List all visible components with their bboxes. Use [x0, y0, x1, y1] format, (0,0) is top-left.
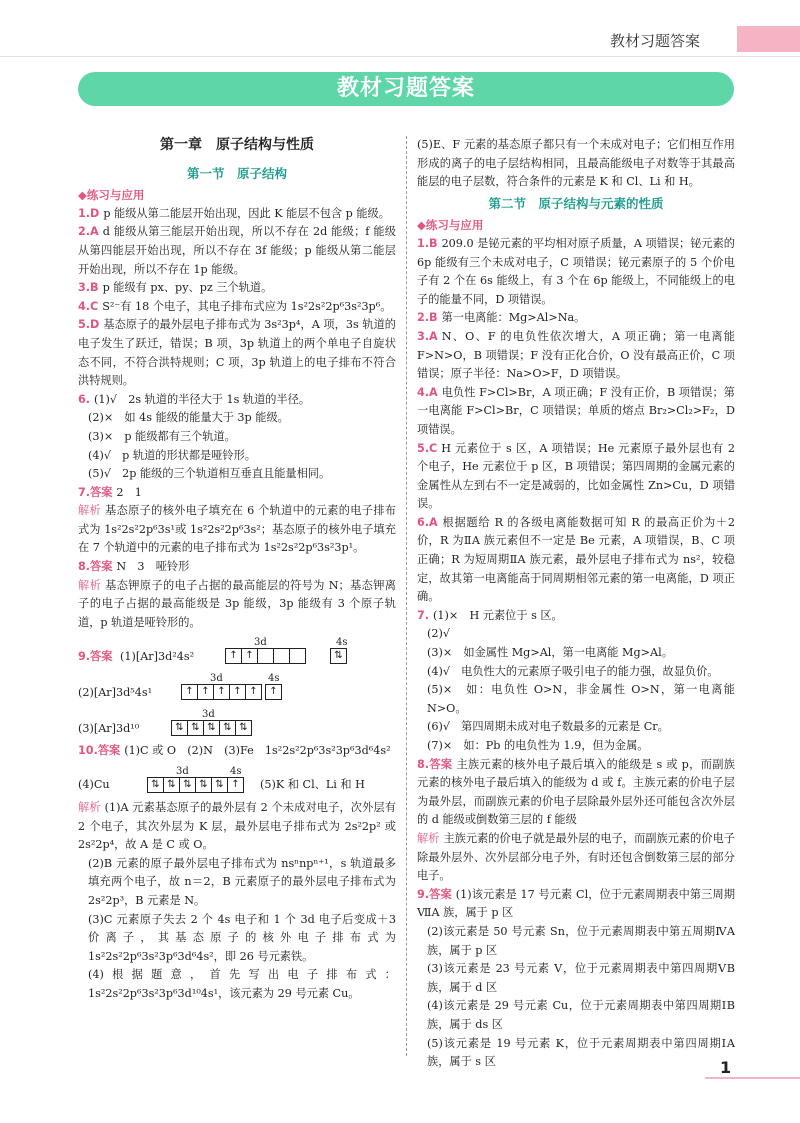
answer-item	[78, 799, 396, 855]
orbital-box: ↑	[227, 777, 244, 793]
answer-text: (2)该元素是 50 号元素 Sn，位于元素周期表中第五周期ⅣA 族，属于 p 区	[427, 924, 735, 957]
answer-item	[78, 428, 396, 447]
answer-item	[417, 830, 735, 886]
answer-text: H 元素位于 s 区，A 项错误；He 元素原子最外层也有 2 个电子，He 元素位于 p 区，B 项错误；第四周期的金属元素的金属性从左到右不一定是减弱的，比如金属性 Zn>Cu，D 项错误。	[417, 441, 735, 511]
chapter-title: 第一章 原子结构与性质	[160, 137, 314, 153]
answer-key: 3.B	[78, 281, 99, 295]
orbital-box	[273, 648, 290, 664]
answer-item	[417, 625, 735, 644]
answer-item	[417, 607, 735, 626]
answer-text: 基态钾原子的电子占据的最高能层的符号为 N；基态钾离子的电子占据的最高能级是 3p 能级，3p 能级有 3 个原子轨道，p 轨道是哑铃形的。	[78, 578, 396, 629]
answer-key: 6.	[78, 392, 91, 406]
answer-item	[417, 309, 735, 328]
answer-list-left-2	[78, 799, 396, 1004]
answer-text: 主族元素的价电子就是最外层的电子，而副族元素的价电子除最外层外、次外层部分电子外，有时还包含倒数第三层的部分电子。	[417, 831, 735, 883]
orbital-box: ↑	[265, 684, 282, 700]
answer-text: d 能级从第三能层开始出现，所以不存在 2d 能级；f 能级从第四能层开始出现，所以不存在 3f 能级；p 能级从第二能层开始出现，所以不存在 1p 能级。	[78, 225, 396, 276]
answer-item	[78, 447, 396, 466]
answer-key: 10.答案	[78, 744, 121, 758]
answer-item	[417, 718, 735, 737]
orbital-box: ↑	[197, 684, 214, 700]
answer-item	[78, 205, 396, 224]
page-banner: 教材习题答案	[78, 72, 734, 106]
answer-item	[78, 855, 396, 911]
answer-text: 第一电离能：Mg>Al>Na。	[441, 311, 586, 325]
orbital-box: ⇅	[195, 777, 212, 793]
right-column	[417, 136, 735, 1072]
answer-text: p 能级有 px、py、pz 三个轨道。	[102, 281, 273, 295]
orbital-label-3d: 3d	[210, 673, 223, 685]
answer-item	[78, 966, 396, 1003]
answer-item	[417, 440, 735, 514]
answer-key: 4.A	[417, 385, 438, 399]
answer-text: 2 1	[116, 485, 142, 499]
orbital-box: ⇅	[219, 720, 236, 736]
answer-item-continued: (5)E、F 元素的基态原子都只有一个未成对电子；它们相互作用形成的离子的电子层结构相同，且最高能级电子对数等于其最高能层的电子层数，符合条件的元素是 K 和 Cl、Li 和 H。	[417, 138, 735, 189]
answer-key: 3.A	[417, 329, 438, 343]
orbital-box: ⇅	[330, 648, 347, 664]
analysis-label: 解析	[78, 578, 102, 592]
page-number: 1	[720, 1058, 732, 1077]
practice-label: ◆练习与应用	[78, 188, 145, 203]
answer-key: 8.答案	[417, 757, 453, 771]
answer-text: (6)√ 第四周期未成对电子数最多的元素是 Cr。	[427, 720, 669, 734]
orbital-box: ↑	[245, 684, 262, 700]
answer-text: S²⁻有 18 个电子，其电子排布式应为 1s²2s²2p⁶3s²3p⁶。	[102, 299, 392, 313]
answer-item	[417, 756, 735, 830]
answer-text: (3)该元素是 23 号元素 V，位于元素周期表中第四周期ⅤB 族，属于 d 区	[427, 962, 735, 994]
orbital-box: ⇅	[163, 777, 180, 793]
answer-text: 电负性 F>Cl>Br，A 项正确；F 没有正价，B 项错误；第一电离能 F>Cl>Br，C 项错误；单质的熔点 Br₂>Cl₂>F₂，D 项错误。	[417, 385, 735, 436]
answer-item	[417, 923, 735, 960]
answer-item	[78, 558, 396, 577]
answer-text: N、O、F 的电负性依次增大，A 项正确；第一电离能 F>N>O，B 项错误；F 没有正化合价，O 没有最高正价，C 项错误；原子半径：Na>O>F，D 项错误。	[417, 329, 735, 381]
orbital-diagram-9-2	[78, 670, 396, 704]
orbital-box: ↑	[181, 684, 198, 700]
config-text: (5)K 和 Cl、Li 和 H	[260, 778, 365, 792]
answer-text: (4)√ p 轨道的形状都是哑铃形。	[88, 448, 256, 462]
answer-text: (3)× p 能级都有三个轨道。	[88, 429, 236, 443]
orbital-box: ⇅	[203, 720, 220, 736]
orbital-box: ⇅	[147, 777, 164, 793]
answer-item-10	[78, 742, 396, 761]
orbital-box: ⇅	[211, 777, 228, 793]
answer-key: 8.答案	[78, 560, 113, 574]
answer-item	[78, 316, 396, 390]
answer-key: 7.	[417, 608, 430, 622]
answer-item	[417, 384, 735, 440]
answer-key: 5.D	[78, 318, 100, 332]
answer-item	[417, 514, 735, 607]
section-title-1: 第一节 原子结构	[186, 165, 287, 181]
answer-text: 基态原子的核外电子填充在 6 个轨道中的元素的电子排布式为 1s²2s²2p⁶3s¹或 1s²2s²2p⁶3s²；基态原子的核外电子填充在 7 个轨道中的元素的电子排布式为 1s²2s²2p⁶3s²3p¹。	[78, 504, 396, 555]
answer-list-right	[417, 235, 735, 1072]
config-text: (3)[Ar]3d¹⁰	[78, 721, 140, 735]
answer-text: (3)× 如金属性 Mg>Al，第一电离能 Mg>Al。	[427, 646, 673, 660]
answer-text: (5)× 如：电负性 O>N，非金属性 O>N，第一电离能 N>O。	[427, 683, 735, 715]
answer-key: 1.B	[417, 236, 438, 250]
orbital-label-4s: 4s	[268, 673, 280, 685]
answer-item	[417, 997, 735, 1034]
orbital-label-3d: 3d	[254, 637, 267, 649]
answer-key: 7.答案	[78, 485, 113, 499]
orbital-box: ⇅	[235, 720, 252, 736]
answer-text: (5)该元素是 19 号元素 K，位于元素周期表中第四周期ⅠA 族，属于 s 区	[427, 1036, 735, 1069]
answer-key: 2.B	[417, 311, 438, 325]
answer-text: (5)√ 2p 能级的三个轨道相互垂直且能量相同。	[88, 467, 331, 481]
answer-text: (3)C 元素原子失去 2 个 4s 电子和 1 个 3d 电子后变成＋3 价离子，其基态原子的核外电子排布式为 1s²2s²2p⁶3s²3p⁶3d⁶4s²，即 26 号元素铁。	[88, 912, 396, 963]
answer-list-left	[78, 205, 396, 633]
answer-item	[78, 298, 396, 317]
orbital-diagram-9-1	[78, 634, 396, 668]
answer-text: (4)该元素是 29 号元素 Cu，位于元素周期表中第四周期ⅠB 族，属于 ds 区	[427, 999, 735, 1031]
answer-text: p 能级从第二能层开始出现，因此 K 能层不包含 p 能级。	[103, 206, 390, 220]
answer-key: 9.答案	[78, 649, 113, 663]
orbital-box: ↑	[241, 648, 258, 664]
answer-item	[78, 465, 396, 484]
orbital-box: ⇅	[179, 777, 196, 793]
orbital-label-3d: 3d	[176, 766, 189, 778]
orbital-diagram-10-4	[78, 763, 396, 797]
answer-key: 1.D	[78, 206, 100, 220]
answer-text: 基态原子的最外层电子排布式为 3s²3p⁴，A 项，3s 轨道的电子发生了跃迁，错误；B 项，3p 轨道上的两个单电子自旋状态不同，不符合洪特规则；C 项，3p 轨道上的电子排布不符合洪特规则。	[78, 318, 396, 388]
answer-text: N 3 哑铃形	[116, 560, 190, 574]
answer-text: 209.0 是铋元素的平均相对原子质量，A 项错误；铋元素的 6p 能级有三个未成对电子，C 项错误；铋元素原子的 5 个价电子有 2 个在 6s 能级上，有 3 个在 6p 能级上，不同能级上的电子的能量不同，D 项错误。	[417, 236, 735, 306]
config-text: (1)[Ar]3d²4s²	[119, 649, 195, 663]
answer-item	[417, 737, 735, 756]
answer-text: (1)√ 2s 轨道的半径大于 1s 轨道的半径。	[94, 392, 311, 406]
header-title: 教材习题答案	[610, 32, 701, 50]
practice-label: ◆练习与应用	[417, 218, 484, 233]
answer-text: (7)× 如：Pb 的电负性为 1.9，但为金属。	[427, 739, 649, 752]
answer-key: 4.C	[78, 299, 99, 313]
answer-item	[417, 644, 735, 663]
column-divider	[406, 136, 407, 1056]
answer-text: (1)C 或 O (2)N (3)Fe 1s²2s²2p⁶3s²3p⁶3d⁶4s²	[124, 744, 391, 758]
header-tab	[737, 26, 800, 52]
config-text: (2)[Ar]3d⁵4s¹	[78, 685, 153, 699]
answer-key: 9.答案	[417, 887, 452, 901]
orbital-label-4s: 4s	[336, 637, 348, 649]
page-number-underline	[705, 1077, 800, 1079]
answer-item	[417, 328, 735, 384]
answer-key: 5.C	[417, 441, 438, 455]
answer-item	[417, 1035, 735, 1072]
answer-text: 根据题给 R 的各级电离能数据可知 R 的最高正价为＋2 价，R 为ⅡA 族元素但不一定是 Be 元素，A 项错误，B、C 项正确；R 为短周期ⅡA 族元素，最外层电子排布式为 ns²，较稳定，故其第一电离能高于同周期相邻元素的第一电离能，D 项正确。	[417, 515, 735, 604]
answer-text: (1)该元素是 17 号元素 Cl，位于元素周期表中第三周期ⅦA 族，属于 p 区	[417, 887, 736, 920]
answer-item	[78, 409, 396, 428]
answer-item	[417, 235, 735, 309]
answer-item	[78, 577, 396, 633]
orbital-label-3d: 3d	[202, 709, 215, 721]
analysis-label: 解析	[78, 801, 101, 815]
analysis-label: 解析	[417, 831, 440, 845]
orbital-box: ↑	[213, 684, 230, 700]
answer-key: 2.A	[78, 225, 99, 239]
answer-text: (1)A 元素基态原子的最外层有 2 个未成对电子，次外层有 2 个电子，其次外层为 K 层，最外层电子排布式为 2s²2p² 或 2s²2p⁴，故 A 是 C 或 O。	[78, 801, 396, 852]
answer-item	[417, 681, 735, 718]
answer-item	[78, 279, 396, 298]
answer-item	[417, 960, 735, 997]
answer-text: (2)B 元素的原子最外层电子排布式为 nsⁿnpⁿ⁺¹，s 轨道最多填充两个电子，故 n＝2，B 元素原子的最外层电子排布式为 2s²2p³，B 元素是 N。	[88, 856, 396, 907]
answer-item	[417, 886, 735, 923]
orbital-box: ⇅	[187, 720, 204, 736]
answer-item	[78, 911, 396, 967]
config-text: (4)Cu	[78, 778, 110, 792]
orbital-box	[257, 648, 274, 664]
answer-item	[78, 391, 396, 410]
left-column	[78, 136, 396, 1004]
answer-key: 6.A	[417, 515, 438, 529]
orbital-box	[289, 648, 306, 664]
answer-text: 主族元素的核外电子最后填入的能级是 s 或 p，而副族元素的核外电子最后填入的能级为 d 或 f。主族元素的价电子层为最外层，而副族元素的价电子层除最外层外还可能包含次外层的 d 能级或倒数第三层的 f 能级	[417, 757, 735, 827]
answer-item	[78, 223, 396, 279]
answer-text: (2)× 如 4s 能级的能量大于 3p 能级。	[88, 411, 289, 425]
orbital-box: ↑	[225, 648, 242, 664]
answer-text: (4)√ 电负性大的元素原子吸引电子的能力强，故显负价。	[427, 664, 719, 678]
answer-text: (2)√	[427, 627, 450, 641]
orbital-box: ⇅	[171, 720, 188, 736]
header-divider	[0, 56, 800, 57]
orbital-label-4s: 4s	[230, 766, 242, 778]
analysis-label: 解析	[78, 504, 102, 518]
answer-text: (4)根据题意，首先写出电子排布式：1s²2s²2p⁶3s²3p⁶3d¹⁰4s¹，该元素为 29 号元素 Cu。	[88, 968, 396, 1000]
answer-item	[78, 502, 396, 558]
orbital-diagram-9-3	[78, 706, 396, 740]
answer-text: (1)× H 元素位于 s 区。	[433, 608, 563, 622]
section-title-2: 第二节 原子结构与元素的性质	[488, 195, 664, 211]
answer-item	[417, 663, 735, 682]
answer-item	[78, 484, 396, 503]
orbital-box: ↑	[229, 684, 246, 700]
